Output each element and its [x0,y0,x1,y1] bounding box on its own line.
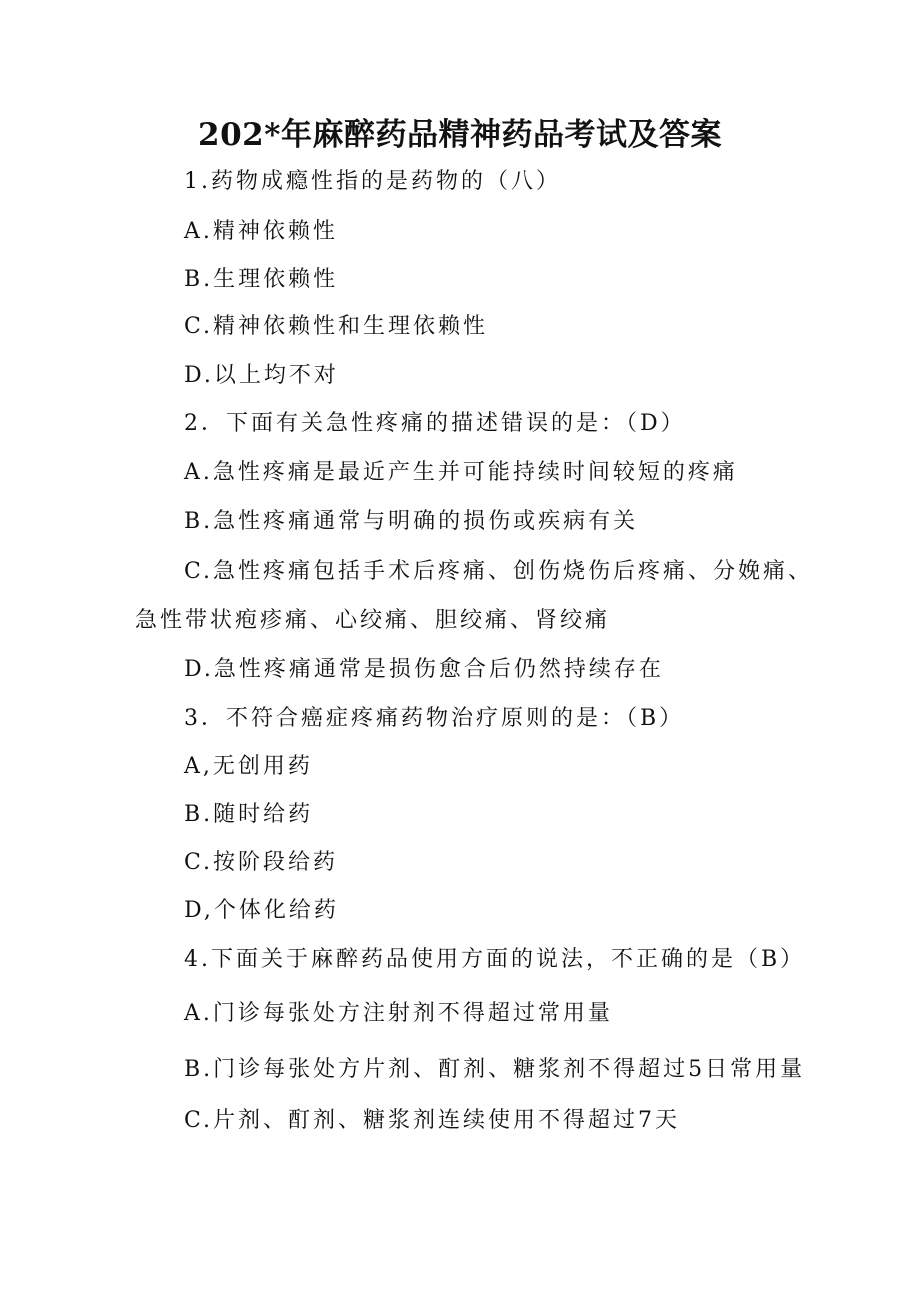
question-4-option-c: C.片剂、酊剂、糖浆剂连续使用不得超过7天 [184,1108,681,1133]
question-2-option-c: C.急性疼痛包括手术后疼痛、创伤烧伤后疼痛、分娩痛、 [184,559,814,584]
question-1-option-a: A.精神依赖性 [184,219,338,244]
question-1-option-c: C.精神依赖性和生理依赖性 [184,314,489,339]
question-1-option-b: B.生理依赖性 [184,267,339,292]
question-4-option-b: B.门诊每张处方片剂、酊剂、糖浆剂不得超过5日常用量 [184,1057,806,1082]
question-3-option-a: A,无创用药 [184,754,313,779]
question-2: 2．下面有关急性疼痛的描述错误的是：（D） [184,411,686,436]
question-2-option-a: A.急性疼痛是最近产生并可能持续时间较短的疼痛 [184,460,738,485]
question-4: 4.下面关于麻醉药品使用方面的说法，不正确的是（B） [184,947,806,972]
document-title: 202*年麻醉药品精神药品考试及答案 [198,117,722,153]
question-4-option-a: A.门诊每张处方注射剂不得超过常用量 [184,1001,613,1026]
question-3-option-d: D,个体化给药 [184,898,339,923]
question-3-option-b: B.随时给药 [184,802,314,827]
question-2-option-c-continued: 急性带状疱疹痛、心绞痛、胆绞痛、肾绞痛 [135,608,611,633]
question-1-option-d: D.以上均不对 [184,363,339,388]
question-1: 1.药物成瘾性指的是药物的（八） [184,169,561,194]
question-3: 3．不符合癌症疼痛药物治疗原则的是：（B） [184,706,685,731]
question-3-option-c: C.按阶段给药 [184,850,339,875]
question-2-option-b: B.急性疼痛通常与明确的损伤或疾病有关 [184,509,639,534]
question-2-option-d: D.急性疼痛通常是损伤愈合后仍然持续存在 [184,657,664,682]
